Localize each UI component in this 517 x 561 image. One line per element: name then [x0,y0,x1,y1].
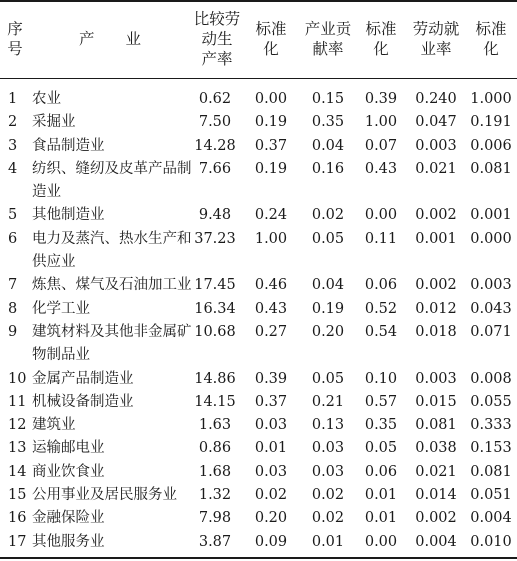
table-row [0,274,517,297]
row-number: 8 [8,300,18,317]
industry-name: 炼焦、煤气及石油加工业 [32,277,192,294]
row-number: 4 [8,160,18,177]
standardized-employment-cell: 0.051 [470,487,512,504]
row-number: 3 [8,137,18,154]
standardized-employment-cell: 0.043 [470,300,512,317]
header-employment-rate [404,0,468,78]
standardized-productivity-cell: 0.39 [254,370,288,387]
standardized-contribution-cell: 0.43 [364,160,398,177]
contribution-rate-cell: 0.02 [311,510,345,527]
standardized-employment-cell: 0.008 [470,370,512,387]
standardized-employment-cell: 0.333 [470,417,512,434]
row-number: 1 [8,91,18,107]
table-row [0,461,517,484]
row-number: 9 [8,323,18,340]
industry-name: 建筑材料及其他非金属矿物制品业 [32,323,192,364]
standardized-employment-cell: 0.004 [470,510,512,527]
contribution-rate-cell: 0.13 [311,417,345,434]
table-row [0,204,517,227]
table-row [0,507,517,530]
table-row [0,111,517,134]
contribution-rate-cell: 0.20 [311,323,345,340]
row-number: 14 [8,463,27,480]
header-comparative-productivity [190,0,244,78]
industry-name: 运输邮电业 [32,440,105,457]
comparative-productivity-cell: 0.86 [198,440,232,457]
header-std1-line1: 标准 [255,20,287,38]
comparative-productivity-cell: 9.48 [198,207,232,224]
header-seq [0,0,30,78]
standardized-employment-cell: 1.000 [470,91,512,107]
industry-name: 纺织、缝纫及皮革产品制造业 [32,160,192,201]
industry-name: 金属产品制造业 [32,370,134,387]
employment-rate-cell: 0.021 [415,463,457,480]
contribution-rate-cell: 0.03 [311,463,345,480]
comparative-productivity-cell: 0.62 [198,91,232,107]
standardized-contribution-cell: 1.00 [364,114,398,131]
standardized-productivity-cell: 1.00 [254,230,288,247]
header-standardized-3 [466,0,516,78]
employment-rate-cell: 0.003 [415,137,457,154]
standardized-employment-cell: 0.000 [470,230,512,247]
contribution-rate-cell: 0.03 [311,440,345,457]
standardized-contribution-cell: 0.10 [364,370,398,387]
standardized-contribution-cell: 0.01 [364,487,398,504]
employment-rate-cell: 0.003 [415,370,457,387]
contribution-rate-cell: 0.02 [311,487,345,504]
contribution-rate-cell: 0.04 [311,137,345,154]
industry-name: 农业 [32,91,61,107]
standardized-employment-cell: 0.003 [470,277,512,294]
standardized-productivity-cell: 0.03 [254,463,288,480]
standardized-employment-cell: 0.071 [470,323,512,340]
comparative-productivity-cell: 1.63 [198,417,232,434]
standardized-contribution-cell: 0.54 [364,323,398,340]
standardized-productivity-cell: 0.19 [254,160,288,177]
standardized-employment-cell: 0.055 [470,393,512,410]
row-number: 16 [8,510,27,527]
standardized-employment-cell: 0.153 [470,440,512,457]
standardized-contribution-cell: 0.01 [364,510,398,527]
comparative-productivity-cell: 14.28 [194,137,236,154]
standardized-contribution-cell: 0.52 [364,300,398,317]
standardized-employment-cell: 0.006 [470,137,512,154]
employment-rate-cell: 0.047 [415,114,457,131]
contribution-rate-cell: 0.05 [311,370,345,387]
standardized-employment-cell: 0.081 [470,463,512,480]
header-std3-line2: 化 [483,40,499,58]
row-number: 13 [8,440,27,457]
header-seq-line1: 序 [7,20,23,38]
employment-rate-cell: 0.014 [415,487,457,504]
contribution-rate-cell: 0.21 [311,393,345,410]
comparative-productivity-cell: 37.23 [194,230,236,247]
table-row [0,321,517,368]
header-standardized-2 [358,0,404,78]
employment-rate-cell: 0.021 [415,160,457,177]
industry-name: 公用事业及居民服务业 [32,487,177,504]
standardized-contribution-cell: 0.07 [364,137,398,154]
industry-name: 其他服务业 [32,533,105,550]
standardized-productivity-cell: 0.46 [254,277,288,294]
standardized-contribution-cell: 0.00 [364,207,398,224]
header-contrib-line1: 产业贡 [304,20,352,38]
table-row [0,531,517,554]
industry-name: 商业饮食业 [32,463,105,480]
header-contribution-rate [298,0,358,78]
standardized-contribution-cell: 0.57 [364,393,398,410]
row-number: 6 [8,230,18,247]
row-number: 2 [8,114,18,131]
employment-rate-cell: 0.018 [415,323,457,340]
comparative-productivity-cell: 17.45 [194,277,236,294]
standardized-contribution-cell: 0.05 [364,440,398,457]
standardized-productivity-cell: 0.01 [254,440,288,457]
industry-name: 其他制造业 [32,207,105,224]
standardized-productivity-cell: 0.37 [254,137,288,154]
table-row [0,414,517,437]
row-number: 10 [8,370,27,387]
table-row [0,368,517,391]
header-industry [30,0,190,78]
standardized-productivity-cell: 0.37 [254,393,288,410]
industry-name: 建筑业 [32,417,76,434]
standardized-productivity-cell: 0.00 [254,91,288,107]
contribution-rate-cell: 0.04 [311,277,345,294]
row-number: 17 [8,533,27,550]
comparative-productivity-cell: 7.98 [198,510,232,527]
contribution-rate-cell: 0.19 [311,300,345,317]
table-row [0,88,517,111]
comparative-productivity-cell: 7.66 [198,160,232,177]
row-number: 7 [8,277,18,294]
table-row [0,135,517,158]
contribution-rate-cell: 0.16 [311,160,345,177]
employment-rate-cell: 0.002 [415,277,457,294]
employment-rate-cell: 0.004 [415,533,457,550]
standardized-productivity-cell: 0.19 [254,114,288,131]
standardized-employment-cell: 0.001 [470,207,512,224]
row-number: 5 [8,207,18,224]
table-row [0,437,517,460]
standardized-contribution-cell: 0.06 [364,277,398,294]
contribution-rate-cell: 0.01 [311,533,345,550]
header-standardized-1 [246,0,296,78]
comparative-productivity-cell: 1.32 [198,487,232,504]
standardized-employment-cell: 0.081 [470,160,512,177]
comparative-productivity-cell: 14.86 [194,370,236,387]
table-body [0,88,517,554]
standardized-productivity-cell: 0.27 [254,323,288,340]
standardized-productivity-cell: 0.09 [254,533,288,550]
header-std3-line1: 标准 [475,20,507,38]
employment-rate-cell: 0.002 [415,510,457,527]
standardized-productivity-cell: 0.24 [254,207,288,224]
contribution-rate-cell: 0.15 [311,91,345,107]
comparative-productivity-cell: 3.87 [198,533,232,550]
industry-name: 金融保险业 [32,510,105,527]
header-seq-line2: 号 [7,40,23,58]
standardized-contribution-cell: 0.39 [364,91,398,107]
employment-rate-cell: 0.002 [415,207,457,224]
header-industry-label: 产 业 [78,30,141,48]
industry-name: 化学工业 [32,300,90,317]
industry-name: 机械设备制造业 [32,393,134,410]
standardized-employment-cell: 0.191 [470,114,512,131]
employment-rate-cell: 0.038 [415,440,457,457]
header-contrib-line2: 献率 [312,40,344,58]
employment-rate-cell: 0.001 [415,230,457,247]
comparative-productivity-cell: 10.68 [194,323,236,340]
table-row [0,228,517,275]
table-row [0,298,517,321]
comparative-productivity-cell: 1.68 [198,463,232,480]
header-cmp-line2: 动生 [201,30,233,48]
header-cmp-line1: 比较劳 [193,10,241,28]
standardized-productivity-cell: 0.20 [254,510,288,527]
comparative-productivity-cell: 16.34 [194,300,236,317]
table-bottom-rule [0,557,517,559]
standardized-employment-cell: 0.010 [470,533,512,550]
header-std1-line2: 化 [263,40,279,58]
standardized-contribution-cell: 0.35 [364,417,398,434]
employment-rate-cell: 0.015 [415,393,457,410]
row-number: 12 [8,417,27,434]
employment-rate-cell: 0.081 [415,417,457,434]
standardized-productivity-cell: 0.02 [254,487,288,504]
standardized-contribution-cell: 0.11 [364,230,398,247]
comparative-productivity-cell: 14.15 [194,393,236,410]
table-row [0,158,517,205]
contribution-rate-cell: 0.05 [311,230,345,247]
header-employ-line2: 业率 [420,40,452,58]
header-std2-line2: 化 [373,40,389,58]
row-number: 15 [8,487,27,504]
comparative-productivity-cell: 7.50 [198,114,232,131]
contribution-rate-cell: 0.35 [311,114,345,131]
industry-name: 采掘业 [32,114,76,131]
table-header-rule [0,78,517,79]
standardized-productivity-cell: 0.43 [254,300,288,317]
industry-name: 食品制造业 [32,137,105,154]
table-row [0,484,517,507]
standardized-productivity-cell: 0.03 [254,417,288,434]
employment-rate-cell: 0.012 [415,300,457,317]
contribution-rate-cell: 0.02 [311,207,345,224]
standardized-contribution-cell: 0.06 [364,463,398,480]
table-row [0,391,517,414]
table-header [0,0,517,78]
industry-name: 电力及蒸汽、热水生产和供应业 [32,230,192,271]
standardized-contribution-cell: 0.00 [364,533,398,550]
row-number: 11 [8,393,27,410]
header-std2-line1: 标准 [365,20,397,38]
header-employ-line1: 劳动就 [412,20,460,38]
header-cmp-line3: 产率 [201,50,233,68]
employment-rate-cell: 0.240 [415,91,457,107]
